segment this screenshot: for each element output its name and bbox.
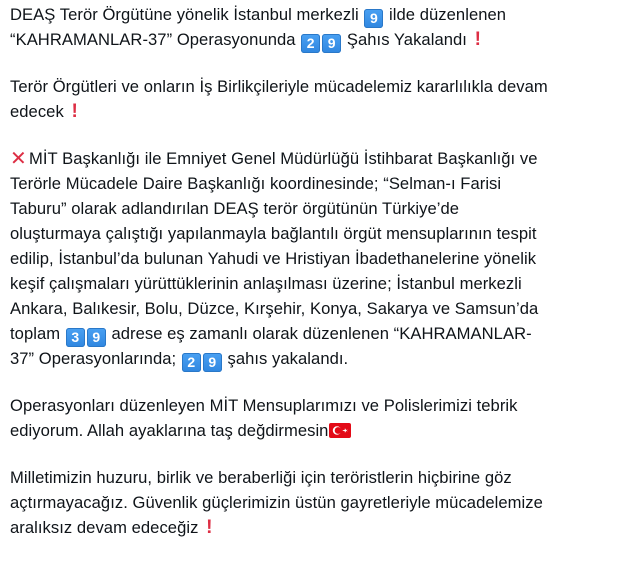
text-line <box>10 515 610 540</box>
post-text: Taburu” olarak adlandırılan DEAŞ terör örgütünün Türkiye’de <box>10 199 460 218</box>
text-line <box>10 346 610 371</box>
turkey-flag-icon <box>329 423 351 438</box>
exclamation-icon: ! <box>206 517 213 538</box>
exclamation-icon: ! <box>474 29 481 50</box>
text-line <box>10 221 610 246</box>
text-line <box>10 490 610 515</box>
post-text: Terörle Mücadele Daire Başkanlığı koordinesinde; “Selman-ı Farisi <box>10 174 502 193</box>
post-text: Milletimizin huzuru, birlik ve beraberliği için teröristlerin hiçbirine göz <box>10 468 512 487</box>
text-line <box>10 246 610 271</box>
post-paragraph <box>10 74 610 124</box>
text-line <box>10 321 610 346</box>
post-text: toplam <box>10 324 65 343</box>
keycap-digit-icon: 9 <box>322 34 341 53</box>
text-line <box>10 418 610 443</box>
post-text: 37” Operasyonlarında; <box>10 349 181 368</box>
cross-mark-icon: ✕ <box>10 148 27 170</box>
exclamation-icon: ! <box>71 101 78 122</box>
post-text: DEAŞ Terör Örgütüne yönelik İstanbul merkezli <box>10 5 364 24</box>
post-text: adrese eş zamanlı olarak düzenlenen “KAHRAMANLAR- <box>106 324 532 343</box>
keycap-digit-icon: 9 <box>87 328 106 347</box>
post-text: Terör Örgütleri ve onların İş Birlikçileriyle mücadelemiz kararlılıkla devam <box>10 77 548 96</box>
keycap-digit-icon: 9 <box>203 353 222 372</box>
text-line <box>10 74 610 99</box>
post-paragraph <box>10 393 610 443</box>
post-text: Ankara, Balıkesir, Bolu, Düzce, Kırşehir, Konya, Sakarya ve Samsun’da <box>10 299 539 318</box>
text-line <box>10 27 610 52</box>
post-text: edilip, İstanbul’da bulunan Yahudi ve Hristiyan İbadethanelerine yönelik <box>10 249 537 268</box>
text-line <box>10 296 610 321</box>
text-line <box>10 99 610 124</box>
post-text: şahıs yakalandı. <box>222 349 349 368</box>
post-text: MİT Başkanlığı ile Emniyet Genel Müdürlüğü İstihbarat Başkanlığı ve <box>29 149 538 168</box>
text-line <box>10 171 610 196</box>
post-text: “KAHRAMANLAR-37” Operasyonunda <box>10 30 301 49</box>
post-text: keşif çalışmaları yürüttüklerinin anlaşılması üzerine; İstanbul merkezli <box>10 274 522 293</box>
post-text: oluşturmaya çalıştığı yapılanmayla bağlantılı örgüt mensuplarının tespit <box>10 224 537 243</box>
keycap-digit-icon: 2 <box>182 353 201 372</box>
post-text: Şahıs Yakalandı <box>342 30 472 49</box>
text-line <box>10 271 610 296</box>
text-line <box>10 196 610 221</box>
post-text: aralıksız devam edeceğiz <box>10 518 204 537</box>
post-text: Operasyonları düzenleyen MİT Mensuplarımızı ve Polislerimizi tebrik <box>10 396 518 415</box>
post-paragraph <box>10 2 610 52</box>
post-text: açtırmayacağız. Güvenlik güçlerimizin üstün gayretleriyle mücadelemize <box>10 493 543 512</box>
post-text: ediyorum. Allah ayaklarına taş değdirmesin <box>10 421 329 440</box>
post-text: edecek <box>10 102 69 121</box>
text-line <box>10 393 610 418</box>
post-text: ilde düzenlenen <box>384 5 507 24</box>
keycap-digit-icon: 9 <box>364 9 383 28</box>
keycap-digit-icon: 3 <box>66 328 85 347</box>
text-line <box>10 2 610 27</box>
post-paragraph <box>10 146 610 371</box>
text-line <box>10 146 610 171</box>
keycap-digit-icon: 2 <box>301 34 320 53</box>
post-paragraph <box>10 465 610 540</box>
text-line <box>10 465 610 490</box>
